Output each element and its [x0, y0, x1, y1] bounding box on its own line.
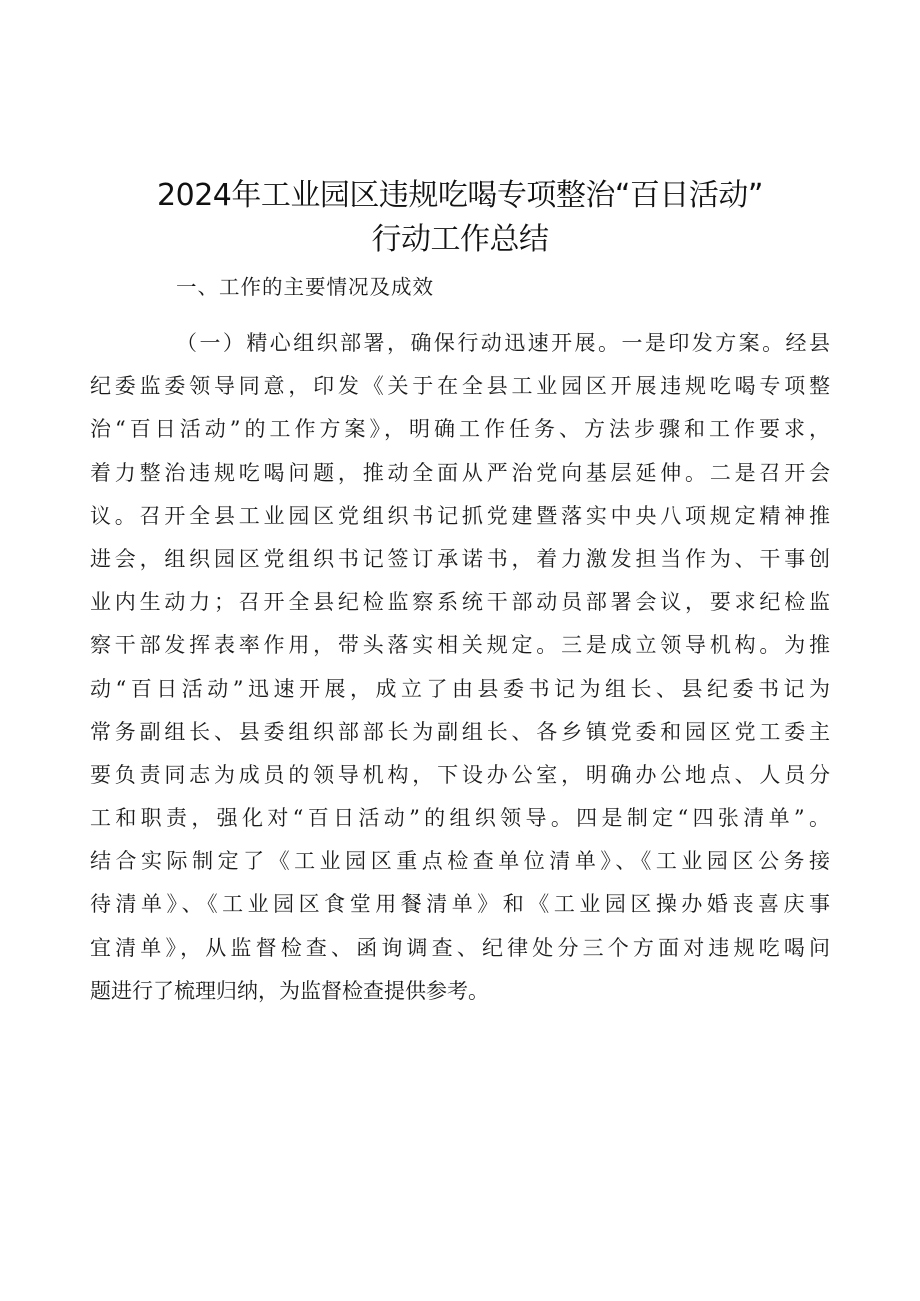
document-title-line-1: 2024年工业园区违规吃喝专项整治“百日活动” [157, 178, 763, 213]
paragraph-line: 进会，组织园区党组织书记签订承诺书，着力激发担当作为、干事创 [90, 546, 830, 571]
paragraph-line: 常务副组长、县委组织部部长为副组长、各乡镇党委和园区党工委主 [90, 719, 830, 744]
document-title-line-2: 行动工作总结 [371, 222, 549, 257]
paragraph-line: （一）精心组织部署，确保行动迅速开展。一是印发方案。经县 [176, 331, 830, 355]
paragraph-line: 察干部发挥表率作用，带头落实相关规定。三是成立领导机构。为推 [90, 633, 830, 658]
body-paragraph [90, 322, 830, 1013]
paragraph-line: 工和职责，强化对“百日活动”的组织领导。四是制定“四张清单”。 [90, 806, 830, 831]
paragraph-line: 宜清单》，从监督检查、函询调查、纪律处分三个方面对违规吃喝问 [90, 935, 830, 960]
paragraph-line: 着力整治违规吃喝问题，推动全面从严治党向基层延伸。二是召开会 [90, 460, 830, 485]
paragraph-line: 议。召开全县工业园区党组织书记抓党建暨落实中央八项规定精神推 [90, 503, 830, 528]
section-heading: 一、工作的主要情况及成效 [176, 275, 434, 299]
paragraph-line: 要负责同志为成员的领导机构，下设办公室，明确办公地点、人员分 [90, 762, 830, 787]
paragraph-line: 业内生动力；召开全县纪检监察系统干部动员部署会议，要求纪检监 [90, 590, 830, 615]
paragraph-line: 题进行了梳理归纳，为监督检查提供参考。 [90, 978, 489, 1003]
paragraph-line: 结合实际制定了《工业园区重点检查单位清单》、《工业园区公务接 [90, 849, 830, 874]
paragraph-line: 纪委监委领导同意，印发《关于在全县工业园区开展违规吃喝专项整 [90, 374, 830, 399]
paragraph-line: 待清单》、《工业园区食堂用餐清单》和《工业园区操办婚丧喜庆事 [90, 892, 830, 917]
paragraph-line: 动“百日活动”迅速开展，成立了由县委书记为组长、县纪委书记为 [90, 676, 830, 701]
paragraph-line: 治“百日活动”的工作方案》，明确工作任务、方法步骤和工作要求， [90, 417, 830, 442]
